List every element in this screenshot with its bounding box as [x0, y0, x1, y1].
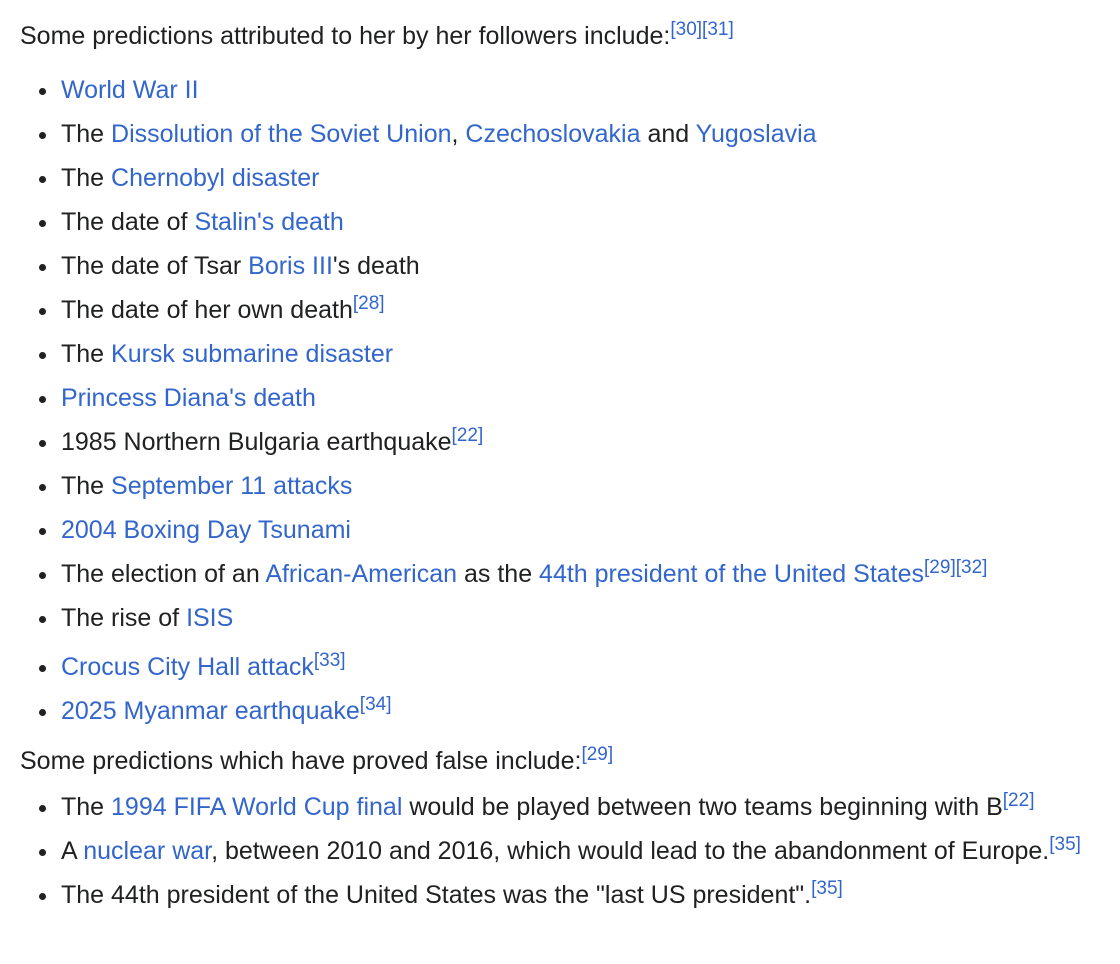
list-item	[61, 112, 1120, 156]
link-yugoslavia[interactable]: Yugoslavia	[695, 120, 817, 148]
list-item	[61, 68, 1120, 112]
reference-31-link[interactable]: [31]	[702, 19, 734, 40]
reference-31[interactable]	[702, 19, 734, 40]
link-world-war-ii[interactable]: World War II	[61, 76, 199, 104]
link-stalins-death[interactable]: Stalin's death	[194, 208, 344, 236]
item-mid: as the	[457, 560, 540, 588]
reference-22[interactable]	[452, 425, 484, 446]
link-2004-boxing-day-tsunami[interactable]: 2004 Boxing Day Tsunami	[61, 516, 351, 544]
reference-33-link[interactable]: [33]	[313, 650, 346, 671]
link-african-american[interactable]: African-American	[265, 560, 458, 588]
reference-29-link[interactable]: [29]	[924, 557, 956, 578]
item-prefix: The	[61, 472, 112, 500]
reference-32-link[interactable]: [32]	[955, 557, 988, 578]
list-item	[61, 596, 1120, 645]
list-item	[61, 288, 1120, 332]
list-item	[61, 508, 1120, 552]
reference-33[interactable]	[314, 650, 346, 671]
reference-32[interactable]	[956, 557, 988, 578]
false-predictions-list	[20, 785, 1120, 917]
link-isis[interactable]: ISIS	[186, 604, 234, 632]
reference-28[interactable]	[353, 293, 385, 314]
reference-35-link[interactable]: [35]	[811, 878, 843, 899]
link-september-11-attacks[interactable]: September 11 attacks	[111, 472, 353, 500]
item-suffix: would be played between two teams beginning with B	[402, 793, 1003, 821]
list-item	[61, 829, 1120, 873]
false-predictions-intro-text: Some predictions which have proved false include:	[20, 747, 582, 775]
item-prefix: The	[61, 164, 112, 192]
link-kursk-submarine-disaster[interactable]: Kursk submarine disaster	[111, 340, 394, 368]
item-separator: ,	[451, 120, 466, 148]
item-text: 1985 Northern Bulgaria earthquake	[61, 428, 452, 456]
predictions-intro-text: Some predictions attributed to her by her followers include:	[20, 22, 671, 50]
link-1994-fifa-world-cup-final[interactable]: 1994 FIFA World Cup final	[111, 793, 403, 821]
item-prefix: The date of Tsar	[61, 252, 249, 280]
item-separator: and	[640, 120, 696, 148]
list-item	[61, 873, 1120, 917]
reference-29[interactable]	[924, 557, 956, 578]
predictions-intro	[20, 14, 1120, 58]
reference-30[interactable]	[670, 19, 702, 40]
item-prefix: The election of an	[61, 560, 266, 588]
list-item	[61, 420, 1120, 464]
link-dissolution-soviet-union[interactable]: Dissolution of the Soviet Union	[111, 120, 452, 148]
item-suffix: 's death	[332, 252, 420, 280]
item-text: The 44th president of the United States was the "last US president".	[61, 881, 812, 909]
false-predictions-intro	[20, 739, 1120, 783]
link-boris-iii[interactable]: Boris III	[248, 252, 333, 280]
reference-29-link[interactable]: [29]	[581, 744, 614, 765]
list-item	[61, 689, 1120, 733]
item-prefix: The	[61, 340, 112, 368]
item-prefix: The	[61, 120, 112, 148]
link-2025-myanmar-earthquake[interactable]: 2025 Myanmar earthquake	[61, 697, 360, 725]
item-suffix: , between 2010 and 2016, which would lead to the abandonment of Europe.	[211, 837, 1050, 865]
list-item	[61, 156, 1120, 200]
list-item	[61, 376, 1120, 420]
reference-28-link[interactable]: [28]	[352, 293, 385, 314]
reference-35-link[interactable]: [35]	[1049, 834, 1081, 855]
reference-34-link[interactable]: [34]	[359, 694, 392, 715]
link-nuclear-war[interactable]: nuclear war	[83, 837, 212, 865]
list-item	[61, 464, 1120, 508]
list-item	[61, 552, 1120, 596]
list-item	[61, 332, 1120, 376]
link-chernobyl-disaster[interactable]: Chernobyl disaster	[111, 164, 320, 192]
reference-29[interactable]	[581, 744, 613, 765]
list-item	[61, 244, 1120, 288]
list-item	[61, 200, 1120, 244]
link-44th-president[interactable]: 44th president of the United States	[539, 560, 925, 588]
list-item	[61, 645, 1120, 689]
item-prefix: The rise of	[61, 604, 187, 632]
item-prefix: The	[61, 793, 112, 821]
link-crocus-city-hall-attack[interactable]: Crocus City Hall attack	[61, 653, 314, 681]
reference-34[interactable]	[360, 694, 392, 715]
item-text: The date of her own death	[61, 296, 353, 324]
reference-22[interactable]	[1003, 790, 1035, 811]
item-prefix: A	[61, 837, 84, 865]
reference-35[interactable]	[1049, 834, 1081, 855]
link-princess-dianas-death[interactable]: Princess Diana's death	[61, 384, 316, 412]
predictions-list	[20, 68, 1120, 733]
link-czechoslovakia[interactable]: Czechoslovakia	[465, 120, 641, 148]
list-item	[61, 785, 1120, 829]
reference-22-link[interactable]: [22]	[1002, 790, 1035, 811]
reference-22-link[interactable]: [22]	[451, 425, 484, 446]
item-prefix: The date of	[61, 208, 195, 236]
reference-30-link[interactable]: [30]	[670, 19, 703, 40]
reference-35[interactable]	[811, 878, 843, 899]
